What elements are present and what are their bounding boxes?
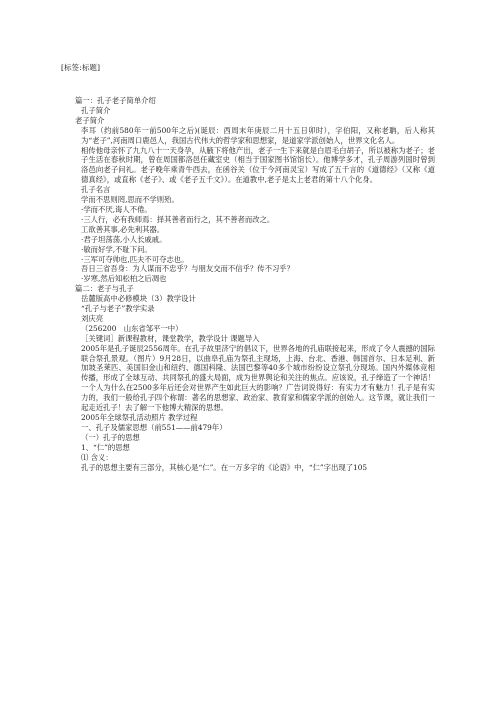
text-line: ·岁寒,然后知松柏之后凋也 <box>81 274 167 284</box>
text-line: 2005年全球祭孔活动照片 教学过程 <box>81 413 198 422</box>
text-line: ·三人行，必有我师焉：择其善者而行之，其不善者而改之。 <box>81 214 275 224</box>
text-line: 孔子名言 <box>81 185 111 195</box>
text-line: 篇一：孔子老子简单介绍 <box>75 96 156 105</box>
text-line: 一、孔子及儒家思想（前551——前479年） <box>81 422 227 432</box>
text-line: 老子简介 <box>75 115 105 125</box>
text-line: 学而不思则罔,思而不学则殆。 <box>81 195 179 205</box>
text-line: 岳麓版高中必修模块（3）教学设计 <box>81 294 196 304</box>
text-line: ·敏而好学,不耻下问。 <box>81 244 152 254</box>
text-line: ·君子坦荡荡,小人长戚戚。 <box>81 234 167 244</box>
text-line: ⑴ 含义： <box>81 452 113 462</box>
text-line: 篇二：老子与孔子 <box>75 284 134 294</box>
paragraph: 2005年是孔子诞辰2556周年。在孔子故里济宁的倡议下，世界各地的孔庙联接起来，形成了令人震撼的国际联合祭孔景观。（图片）9月28日，以曲阜孔庙为祭孔主现场，上海、台北、香港、韩国首尔、日本足利、新加坡圣莱匹、美国旧金山和纽约、德国科隆、法国巴黎等40多个城市纷纷设立祭孔分现场。国内外媒体竞相传播，形成了全球互动、共同祭孔的盛大局面，成为世界舆论和关注的焦点。应该说，孔子缔造了一个神话！一个人为什么在2500多年后还会对世界产生如此巨大的影响？广告词说得好：有实力才有魅力！孔子是有实力的，我们一般给孔子四个称谓：著名的思想家、政治家、教育家和儒家学派的创始人。这节课，就让我们一起走近孔子！去了解一下他博大精深的思想。 <box>81 343 435 413</box>
text-line: 刘庆亮 <box>81 313 104 323</box>
paragraph: 相传他母亲怀了九九八十一天身孕，从腋下将他产出，老子一生下来就是白眉毛白胡子，所以被称为老子；老子生活在春秋时期，曾在周国都洛邑任藏室史（相当于国家图书馆馆长）。他博学多才，孔子周游列国时曾到洛邑向老子问礼。老子晚年乘青牛西去，在函谷关（位于今河南灵宝）写成了五千言的《道德经》（又称《道德真经》，或直称《老子》、或《老子五千文》）。在道教中,老子是太上老君的第十八个化身。 <box>81 145 435 185</box>
paragraph: 李耳（约前580年一前500年之后)(诞辰：西周末年庚辰二月十五日卯时），字伯阳，又称老聃，后人称其为“老子”,河南周口鹿邑人，我国古代伟大的哲学家和思想家，是道家学派创始人，世界文化名人。 <box>81 125 435 145</box>
text-line: ［关键词］新课程教材，课堂教学，教学设计 课题导入 <box>81 333 260 343</box>
text-line: 吾日三省吾身：为人谋而不忠乎？与朋友交而不信乎？传不习乎？ <box>81 264 294 274</box>
text-line: 孔子的思想主要有三部分，其核心是“仁”。在一万多字的《论语》中，“仁”字出现了105 <box>81 462 368 472</box>
text-line: 工欲善其事,必先利其器。 <box>81 224 165 234</box>
document-body <box>75 96 435 472</box>
text-line: （一）孔子的思想 <box>81 432 140 442</box>
text-line: 1、“仁”的思想 <box>81 442 130 452</box>
tag-placeholder: [标签:标题] <box>61 63 101 72</box>
text-line: ·三军可夺帅也,匹夫不可夺志也。 <box>81 254 189 264</box>
text-line: “孔子与老子”教学实录 <box>81 304 155 314</box>
text-line: （256200 山东省邹平一中） <box>81 323 183 333</box>
text-line: ·学而不厌,诲人不倦。 <box>81 204 152 214</box>
text-line: 孔子简介 <box>81 105 111 115</box>
